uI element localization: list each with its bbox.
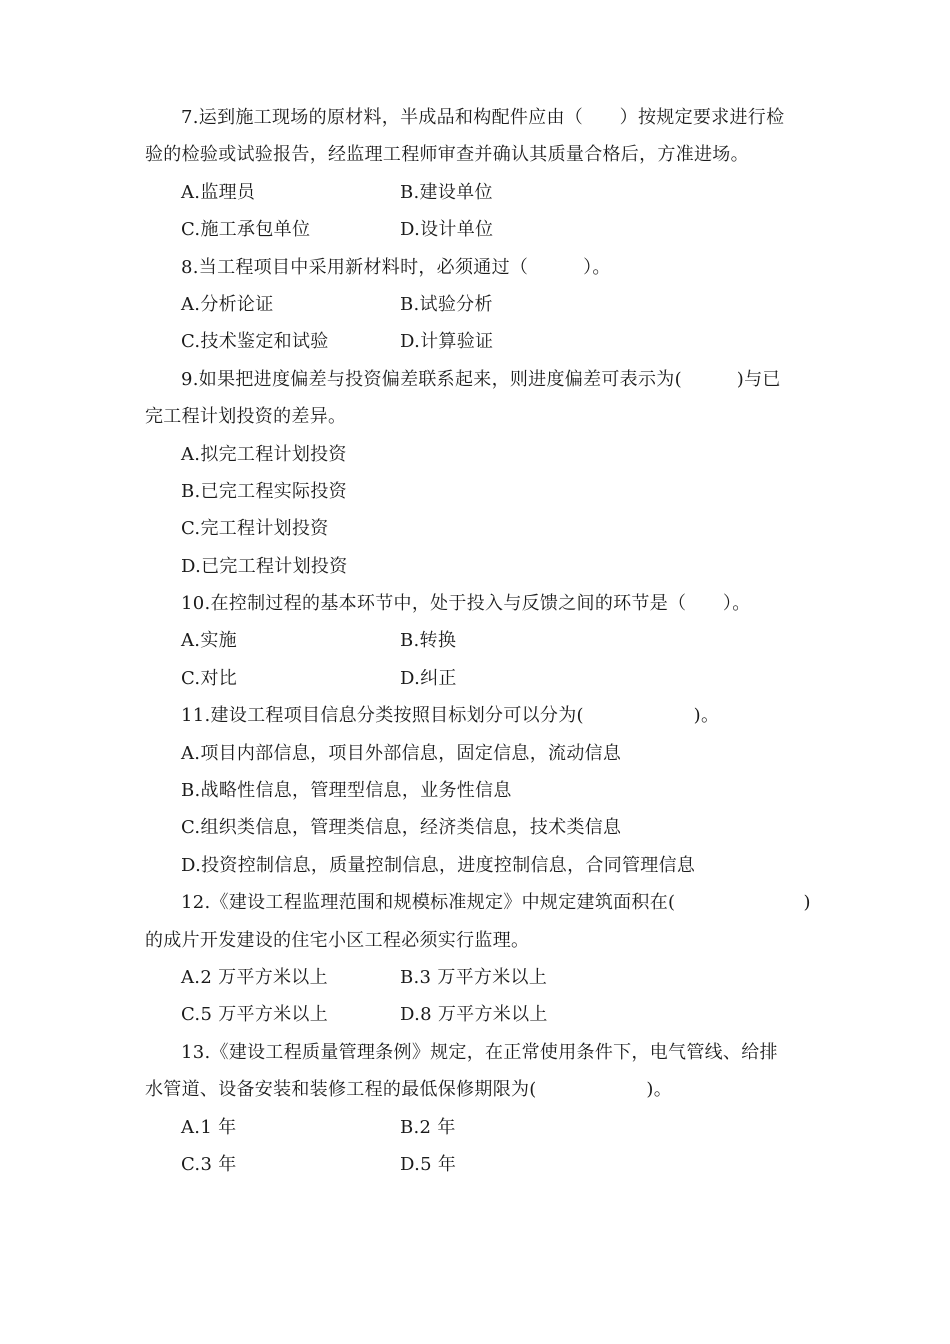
question-7-option-a: A.监理员: [181, 181, 256, 203]
question-13-stem-line-2: 水管道、设备安装和装修工程的最低保修期限为( )。: [145, 1079, 673, 1101]
question-12-stem-line-2: 的成片开发建设的住宅小区工程必须实行监理。: [145, 929, 530, 951]
question-8-option-d: D.计算验证: [400, 331, 494, 353]
question-10-option-b: B.转换: [400, 630, 457, 652]
question-10-stem: 10.在控制过程的基本环节中，处于投入与反馈之间的环节是（ ）。: [181, 593, 751, 615]
question-8-option-c: C.技术鉴定和试验: [181, 331, 329, 353]
question-7-stem-line-2: 验的检验或试验报告，经监理工程师审查并确认其质量合格后，方准进场。: [145, 144, 749, 166]
question-7-option-b: B.建设单位: [400, 181, 493, 203]
question-list: [145, 99, 810, 1183]
question-10-option-a: A.实施: [181, 630, 237, 652]
question-12-option-a: A.2 万平方米以上: [181, 966, 328, 988]
question-12-options-row-2: [145, 996, 810, 1033]
question-13-options-row-1: [145, 1109, 810, 1146]
question-11-stem: 11.建设工程项目信息分类按照目标划分可以分为( )。: [181, 705, 720, 727]
question-11-option-b: B.战略性信息，管理型信息，业务性信息: [181, 780, 512, 802]
question-10-option-d: D.纠正: [400, 667, 457, 689]
question-7-option-c: C.施工承包单位: [181, 219, 311, 241]
question-9-option-c: C.完工程计划投资: [181, 518, 329, 540]
question-11-option-c: C.组织类信息，管理类信息，经济类信息，技术类信息: [181, 817, 622, 839]
question-9-stem-line-1: 9.如果把进度偏差与投资偏差联系起来，则进度偏差可表示为( )与已: [181, 368, 781, 390]
question-12-option-b: B.3 万平方米以上: [400, 966, 548, 988]
question-11-option-d: D.投资控制信息，质量控制信息，进度控制信息，合同管理信息: [181, 854, 696, 876]
question-11-option-a: A.项目内部信息，项目外部信息，固定信息，流动信息: [181, 742, 622, 764]
question-9-option-b: B.已完工程实际投资: [181, 480, 347, 502]
question-7-options-row-1: [145, 174, 810, 211]
question-13-option-c: C.3 年: [181, 1153, 237, 1175]
question-10-options-row-2: [145, 660, 810, 697]
question-13-option-b: B.2 年: [400, 1116, 456, 1138]
question-12-stem-line-1: 12.《建设工程监理范围和规模标准规定》中规定建筑面积在( ): [181, 892, 811, 914]
question-9-stem-line-2: 完工程计划投资的差异。: [145, 406, 347, 428]
question-13-option-d: D.5 年: [400, 1153, 457, 1175]
question-8-options-row-2: [145, 323, 810, 360]
question-12-options-row-1: [145, 959, 810, 996]
question-10-options-row-1: [145, 622, 810, 659]
question-7-option-d: D.设计单位: [400, 219, 494, 241]
question-8-option-b: B.试验分析: [400, 293, 493, 315]
question-8-options-row-1: [145, 286, 810, 323]
question-9-option-a: A.拟完工程计划投资: [181, 443, 347, 465]
question-7-stem-line-1: 7.运到施工现场的原材料，半成品和构配件应由（ ）按规定要求进行检: [181, 107, 785, 128]
question-13-option-a: A.1 年: [181, 1116, 237, 1138]
question-7-options-row-2: [145, 211, 810, 248]
question-10-option-c: C.对比: [181, 667, 238, 689]
question-8-stem: 8.当工程项目中采用新材料时，必须通过（ ）。: [181, 256, 611, 278]
question-12-option-d: D.8 万平方米以上: [400, 1004, 548, 1026]
question-12-option-c: C.5 万平方米以上: [181, 1004, 329, 1026]
question-8-option-a: A.分析论证: [181, 293, 274, 315]
question-13-stem-line-1: 13.《建设工程质量管理条例》规定，在正常使用条件下，电气管线、给排: [181, 1041, 778, 1063]
question-13-options-row-2: [145, 1146, 810, 1183]
question-9-option-d: D.已完工程计划投资: [181, 555, 348, 577]
